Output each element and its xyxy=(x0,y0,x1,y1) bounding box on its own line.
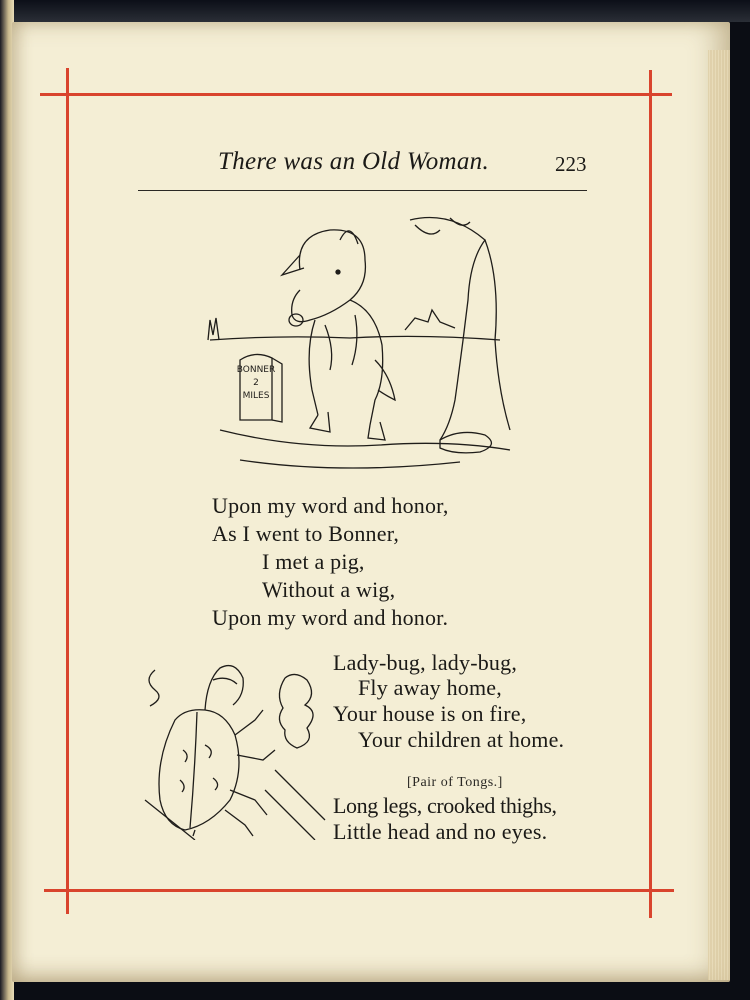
verse-line: Upon my word and honor. xyxy=(212,605,449,630)
ladybug-illustration xyxy=(135,650,335,840)
verse-line: Little head and no eyes. xyxy=(333,819,548,844)
page-edges xyxy=(708,50,730,980)
running-head-title: There was an Old Woman. xyxy=(218,148,490,175)
border-right-rule xyxy=(649,70,652,918)
milestone-label-place: BONNER xyxy=(236,365,276,375)
header-rule xyxy=(138,190,587,191)
border-left-rule xyxy=(66,68,69,914)
verse-line: Long legs, crooked thighs, xyxy=(333,793,557,818)
verse-line: Your house is on fire, xyxy=(333,701,527,726)
border-bottom-rule xyxy=(44,889,674,892)
milestone-label-unit: MILES xyxy=(242,391,270,401)
verse-line: Upon my word and honor, xyxy=(212,493,449,518)
page-number: 223 xyxy=(555,152,587,176)
verse-line: I met a pig, xyxy=(262,549,365,574)
border-top-rule xyxy=(40,93,672,96)
verse-line: Lady-bug, lady-bug, xyxy=(333,650,518,675)
verse-line: Without a wig, xyxy=(262,577,396,602)
verse-line: Fly away home, xyxy=(358,675,502,700)
milestone-label-number: 2 xyxy=(253,378,259,388)
verse-line: As I went to Bonner, xyxy=(212,521,400,546)
riddle-caption: [Pair of Tongs.] xyxy=(407,775,503,790)
book-cover-top xyxy=(0,0,750,22)
pig-illustration xyxy=(200,200,530,480)
verse-line: Your children at home. xyxy=(358,727,565,752)
